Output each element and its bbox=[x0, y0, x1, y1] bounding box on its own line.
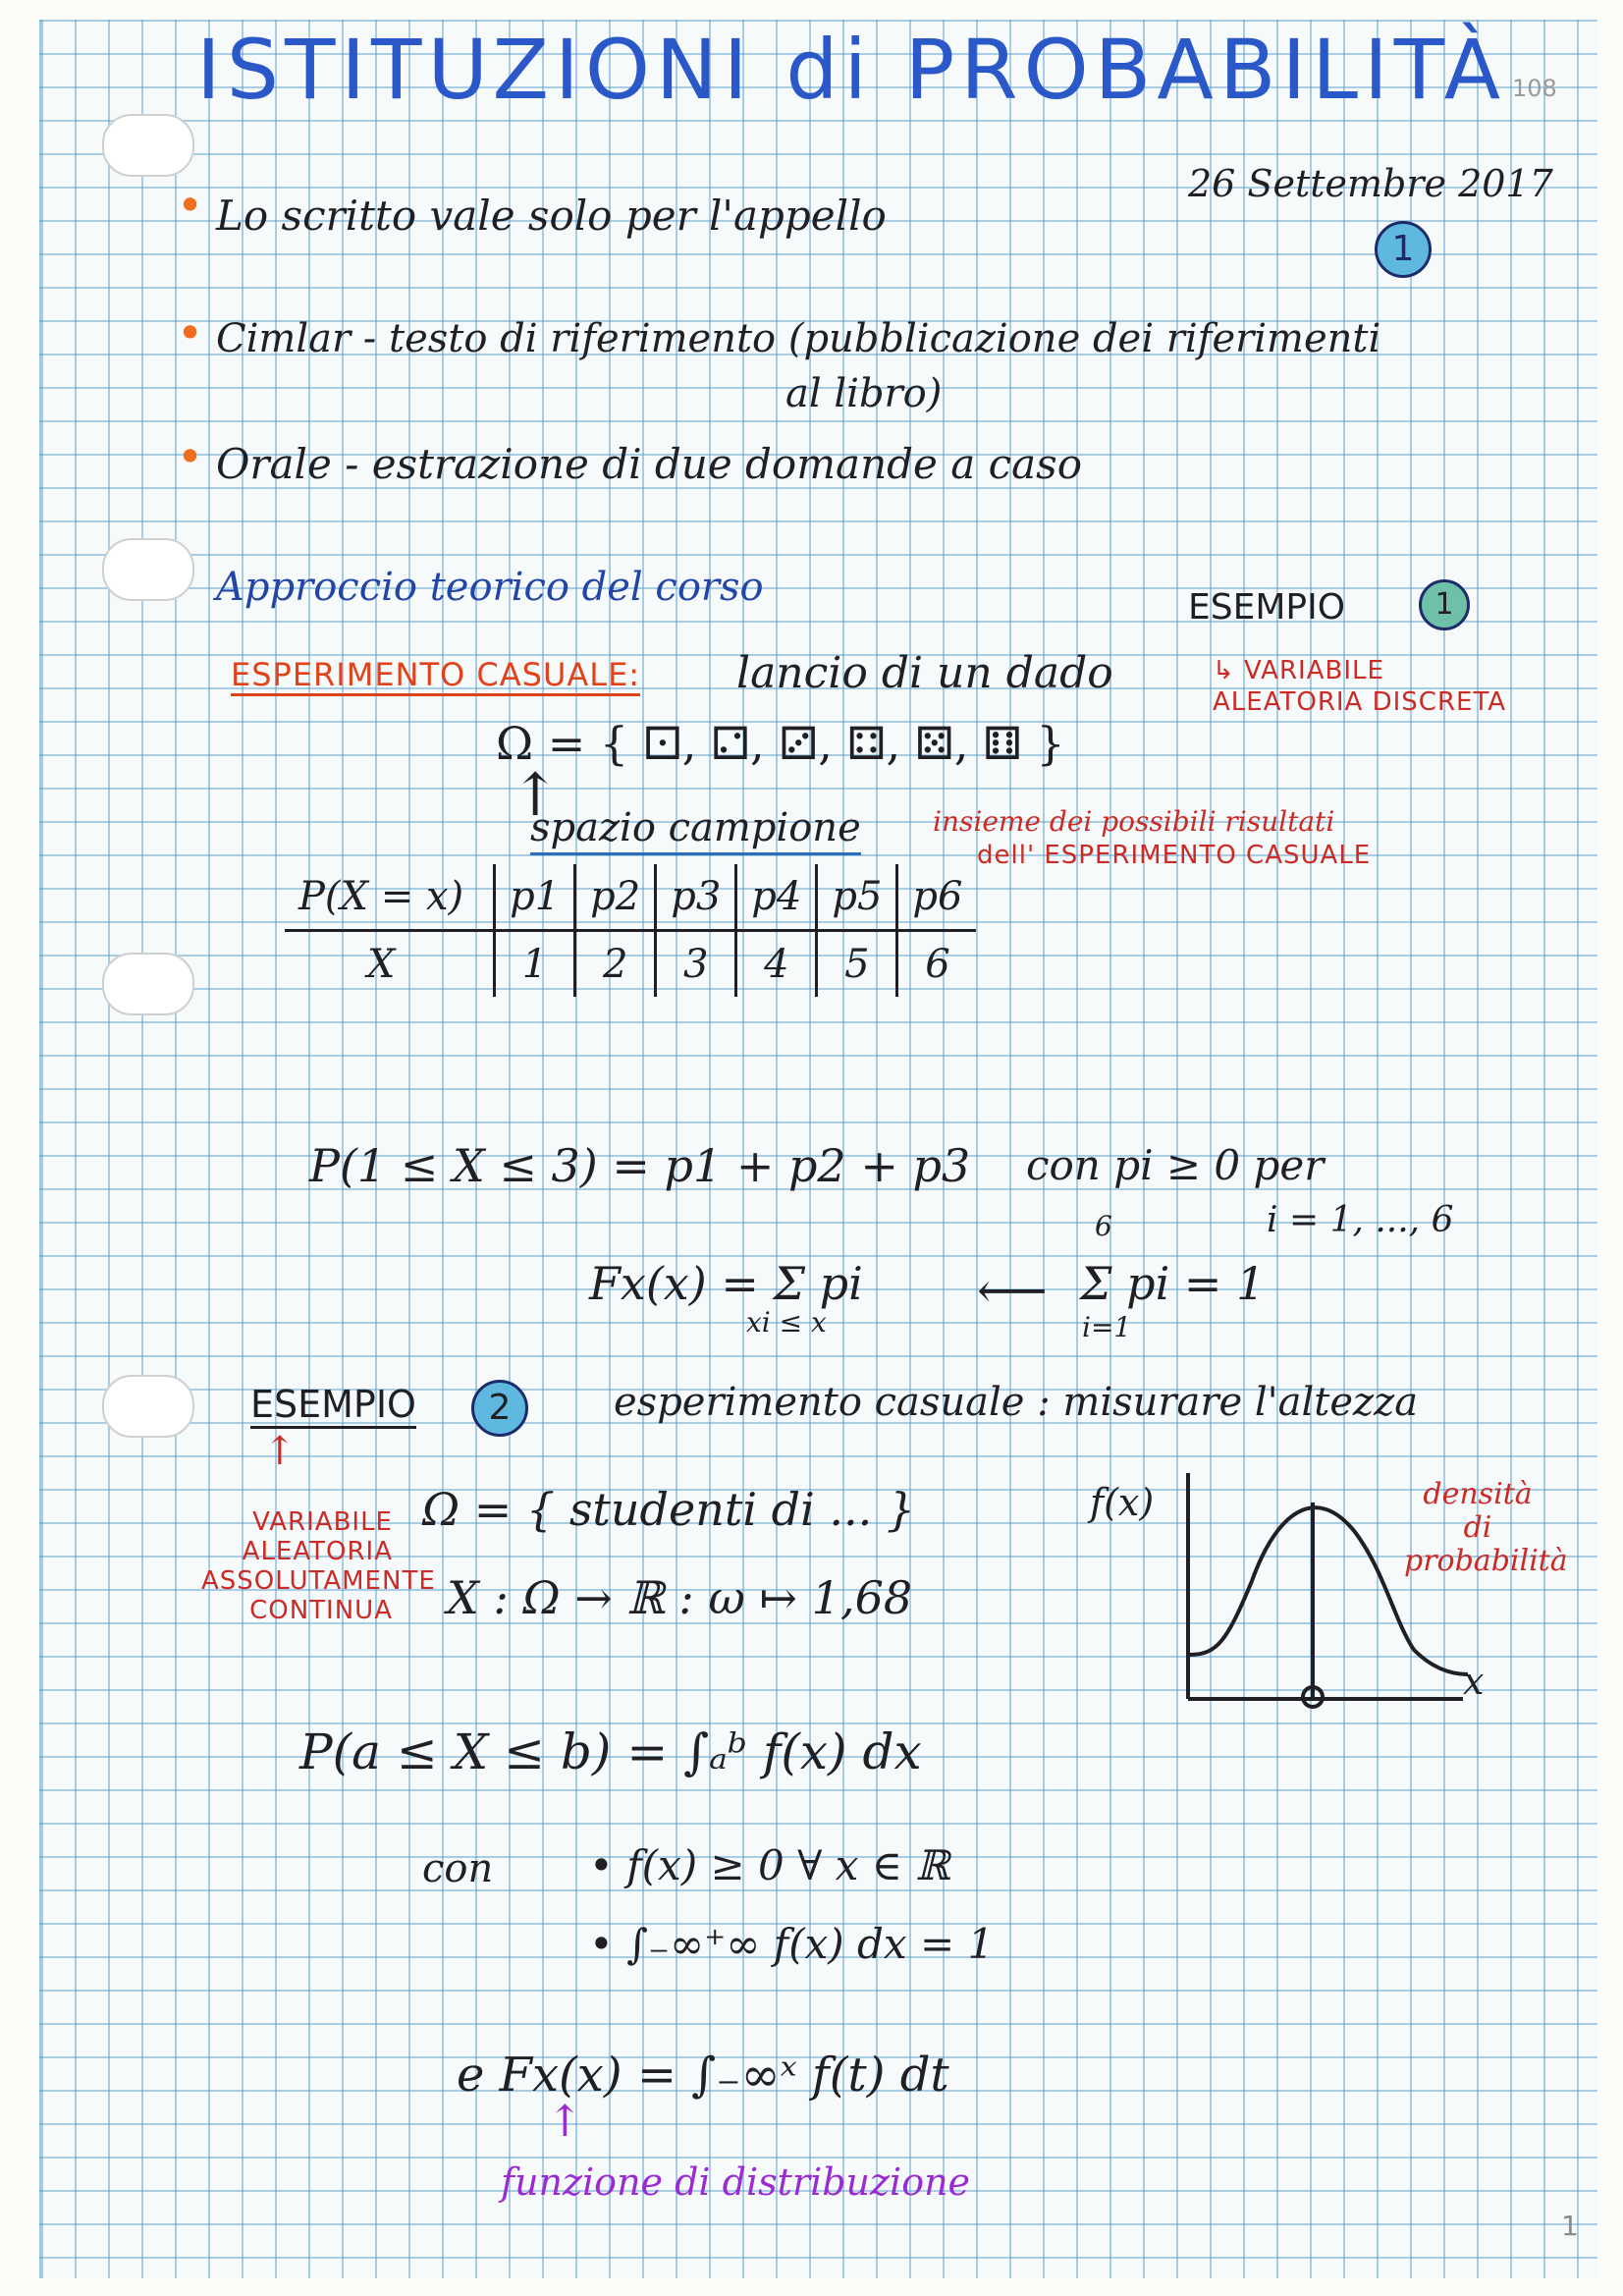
page-reference: 108 bbox=[1512, 75, 1557, 102]
example-label: ESEMPIO bbox=[1188, 587, 1346, 628]
random-variable-mapping: X : Ω → ℝ : ω ↦ 1,68 bbox=[447, 1571, 913, 1624]
table-cell: p6 bbox=[897, 864, 977, 931]
page-title: ISTITUZIONI di PROBABILITÀ bbox=[196, 22, 1507, 118]
conditions-label: con bbox=[422, 1846, 494, 1891]
bullet-text: Orale - estrazione di due domande a caso bbox=[216, 440, 1083, 488]
cdf-discrete-equation: Fx(x) = Σ pi bbox=[589, 1257, 863, 1310]
lesson-number-badge: 1 bbox=[1375, 221, 1432, 278]
table-cell: 4 bbox=[736, 931, 817, 998]
lesson-date: 26 Settembre 2017 bbox=[1188, 162, 1553, 205]
table-cell: 5 bbox=[817, 931, 897, 998]
probability-index: i = 1, ..., 6 bbox=[1267, 1200, 1454, 1240]
table-row-header: P(X = x) bbox=[285, 864, 495, 931]
table-cell: p4 bbox=[736, 864, 817, 931]
experiment-text: esperimento casuale : misurare l'altezza bbox=[614, 1380, 1419, 1425]
table-cell: p5 bbox=[817, 864, 897, 931]
sample-space-note: insieme dei possibili risultati bbox=[933, 805, 1335, 838]
bullet-text: Lo scritto vale solo per l'appello bbox=[216, 191, 887, 240]
arrow-left-icon: ⟵ bbox=[977, 1262, 1048, 1319]
distribution-function-note: funzione di distribuzione bbox=[501, 2160, 971, 2204]
probability-condition: con pi ≥ 0 per bbox=[1026, 1141, 1325, 1189]
variable-type-note: ALEATORIA DISCRETA bbox=[1213, 687, 1507, 717]
table-cell: p2 bbox=[575, 864, 656, 931]
arrow-up-icon: ↑ bbox=[511, 761, 561, 830]
probability-sum-equation: Σ pi = 1 bbox=[1080, 1257, 1266, 1310]
sample-space-label: spazio campione bbox=[530, 805, 861, 855]
variable-type-note: VARIABILE ALEATORIA ASSOLUTAMENTE CONTINUA bbox=[201, 1507, 436, 1625]
binder-hole bbox=[102, 953, 194, 1015]
graph-x-label: x bbox=[1463, 1660, 1485, 1703]
integral-equation: P(a ≤ X ≤ b) = ∫ₐᵇ f(x) dx bbox=[299, 1723, 922, 1780]
density-note: densità di probabilità bbox=[1404, 1477, 1568, 1578]
graph-y-label: f(x) bbox=[1090, 1481, 1155, 1524]
sample-space-omega: Ω = { ⚀, ⚁, ⚂, ⚃, ⚄, ⚅ } bbox=[496, 717, 1065, 770]
sum-lower-limit: i=1 bbox=[1082, 1311, 1132, 1343]
table-cell: 3 bbox=[656, 931, 736, 998]
sum-upper-limit: 6 bbox=[1095, 1210, 1112, 1242]
sample-space-note: dell' ESPERIMENTO CASUALE bbox=[977, 841, 1372, 870]
table-cell: 6 bbox=[897, 931, 977, 998]
table-row-header: X bbox=[285, 931, 495, 998]
condition-normalization: • ∫₋∞⁺∞ f(x) dx = 1 bbox=[589, 1920, 995, 1968]
table-cell: 2 bbox=[575, 931, 656, 998]
binder-hole bbox=[102, 114, 194, 177]
experiment-label: ESPERIMENTO CASUALE: bbox=[231, 656, 640, 696]
arrow-up-icon: ↑ bbox=[263, 1429, 297, 1474]
bullet-dot-icon: • bbox=[177, 430, 204, 483]
arrow-up-icon: ↑ bbox=[547, 2097, 583, 2147]
probability-table bbox=[285, 864, 976, 997]
binder-hole bbox=[102, 538, 194, 601]
approach-heading: Approccio teorico del corso bbox=[216, 565, 764, 610]
example-number-badge: 1 bbox=[1419, 579, 1470, 630]
table-cell: p1 bbox=[495, 864, 575, 931]
probability-equation: P(1 ≤ X ≤ 3) = p1 + p2 + p3 bbox=[309, 1139, 971, 1192]
bullet-dot-icon: • bbox=[177, 179, 204, 232]
sample-space-omega: Ω = { studenti di ... } bbox=[422, 1483, 916, 1536]
cdf-continuous-equation: e Fx(x) = ∫₋∞ˣ f(t) dt bbox=[457, 2048, 949, 2103]
bullet-dot-icon: • bbox=[177, 306, 204, 359]
variable-type-note: ↳ VARIABILE bbox=[1213, 656, 1384, 685]
table-cell: p3 bbox=[656, 864, 736, 931]
bullet-text: Cimlar - testo di riferimento (pubblicazione dei riferimenti bbox=[216, 316, 1381, 361]
table-cell: 1 bbox=[521, 942, 548, 987]
binder-hole bbox=[102, 1375, 194, 1438]
example-label: ESEMPIO bbox=[250, 1383, 416, 1429]
condition-nonnegative: • f(x) ≥ 0 ∀ x ∈ ℝ bbox=[589, 1841, 950, 1889]
example-number-badge: 2 bbox=[471, 1380, 528, 1437]
page-number: 1 bbox=[1561, 2210, 1579, 2242]
cdf-sum-index: xi ≤ x bbox=[746, 1306, 827, 1339]
bullet-text-continuation: al libro) bbox=[785, 371, 943, 416]
experiment-text: lancio di un dado bbox=[736, 648, 1113, 698]
